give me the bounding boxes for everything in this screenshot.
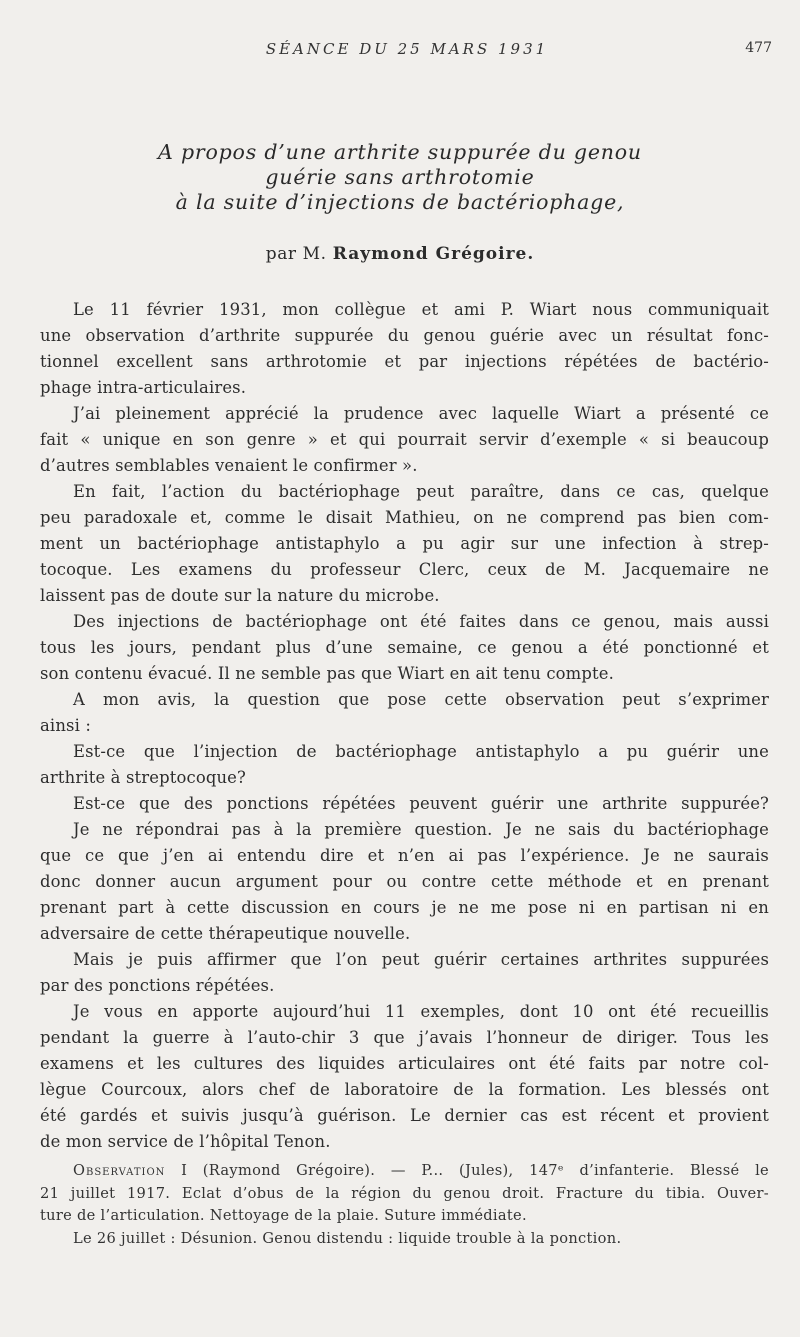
text-line: ainsi : — [40, 716, 92, 735]
text-line: que ce que j’en ai entendu dire et n’en ai pas l’expérience. Je ne saurais — [40, 846, 769, 865]
text-line: adversaire de cette thérapeutique nouvelle. — [40, 924, 411, 943]
text-line: Est-ce que des ponctions répétées peuvent guérir une arthrite suppurée? — [73, 794, 769, 813]
text-line: lègue Courcoux, alors chef de laboratoire de la formation. Les blessés ont — [40, 1080, 769, 1099]
text-line: tionnel excellent sans arthrotomie et par injections répétées de bactério- — [40, 352, 769, 371]
observation-line — [40, 1160, 769, 1183]
text-line: tocoque. Les examens du professeur Clerc, ceux de M. Jacquemaire ne — [40, 560, 769, 579]
text-line: ment un bactériophage antistaphylo a pu agir sur une infection à strep- — [40, 534, 769, 553]
text-line: phage intra-articulaires. — [40, 378, 247, 397]
text-line: pendant la guerre à l’auto-chir 3 que j’avais l’honneur de diriger. Tous les — [40, 1028, 769, 1047]
article-body — [40, 297, 769, 1155]
observation-text: I (Raymond Grégoire). — P... (Jules), 147ᵉ d’infanterie. Blessé le — [181, 1162, 769, 1179]
text-line: prenant part à cette discussion en cours je ne me pose ni en partisan ni en — [40, 898, 769, 917]
running-head — [42, 40, 772, 62]
text-line: Mais je puis affirmer que l’on peut guérir certaines arthrites suppurées — [73, 950, 769, 969]
byline-prefix: par M. — [265, 244, 327, 264]
observation-block — [40, 1160, 769, 1250]
text-line: de mon service de l’hôpital Tenon. — [40, 1132, 331, 1151]
title-line: à la suite d’injections de bactériophage, — [175, 190, 625, 214]
text-line: J’ai pleinement apprécié la prudence avec laquelle Wiart a présenté ce — [73, 404, 769, 423]
text-line: été gardés et suivis jusqu’à guérison. Le dernier cas est récent et provient — [40, 1106, 769, 1125]
text-line: d’autres semblables venaient le confirmer ». — [40, 456, 418, 475]
text-line: laissent pas de doute sur la nature du microbe. — [40, 586, 440, 605]
observation-line: Le 26 juillet : Désunion. Genou distendu : liquide trouble à la ponction. — [73, 1229, 622, 1247]
byline — [40, 244, 760, 264]
text-line: arthrite à streptocoque? — [40, 768, 246, 787]
text-line: En fait, l’action du bactériophage peut paraître, dans ce cas, quelque — [73, 482, 769, 501]
text-line: examens et les cultures des liquides articulaires ont été faits par notre col- — [40, 1054, 769, 1073]
text-line: son contenu évacué. Il ne semble pas que Wiart en ait tenu compte. — [40, 664, 614, 683]
page-number: 477 — [745, 40, 772, 56]
text-line: A mon avis, la question que pose cette observation peut s’exprimer — [73, 690, 769, 709]
observation-label: Observation — [73, 1162, 166, 1179]
observation-line: ture de l’articulation. Nettoyage de la plaie. Suture immédiate. — [40, 1207, 527, 1224]
text-line: fait « unique en son genre » et qui pourrait servir d’exemple « si beaucoup — [40, 430, 769, 449]
text-line: Le 11 février 1931, mon collègue et ami P. Wiart nous communiquait — [73, 300, 769, 319]
author-name: Raymond Grégoire. — [332, 244, 535, 264]
text-line: Je vous en apporte aujourd’hui 11 exemples, dont 10 ont été recueillis — [73, 1002, 769, 1021]
text-line: une observation d’arthrite suppurée du genou guérie avec un résultat fonc- — [40, 326, 769, 345]
title-line: A propos d’une arthrite suppurée du genou — [158, 140, 642, 164]
text-line: donc donner aucun argument pour ou contre cette méthode et en prenant — [40, 872, 769, 891]
text-line: Est-ce que l’injection de bactériophage antistaphylo a pu guérir une — [73, 742, 769, 761]
running-title: SÉANCE DU 25 MARS 1931 — [265, 40, 549, 58]
text-line: par des ponctions répétées. — [40, 976, 275, 995]
text-line: Des injections de bactériophage ont été faites dans ce genou, mais aussi — [73, 612, 769, 631]
text-line: Je ne répondrai pas à la première question. Je ne sais du bactériophage — [73, 820, 769, 839]
title-line: guérie sans arthrotomie — [265, 165, 535, 189]
text-line: peu paradoxale et, comme le disait Mathieu, on ne comprend pas bien com- — [40, 508, 769, 527]
text-line: tous les jours, pendant plus d’une semaine, ce genou a été ponctionné et — [40, 638, 769, 657]
article-title — [40, 140, 760, 215]
observation-line: 21 juillet 1917. Eclat d’obus de la région du genou droit. Fracture du tibia. Ouver- — [40, 1184, 769, 1202]
